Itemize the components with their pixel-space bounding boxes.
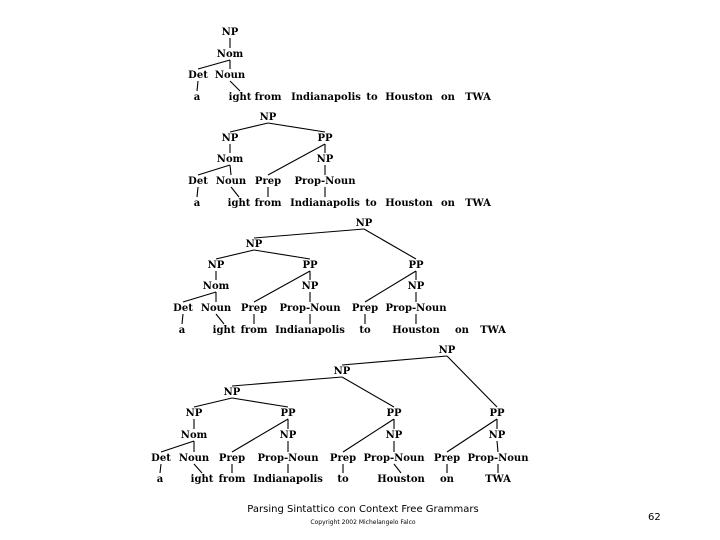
tree-edge: [161, 441, 194, 452]
tree-edge: [198, 60, 230, 69]
slide-footer-title: Parsing Sintattico con Context Free Grammars: [247, 504, 479, 515]
tree-edge: [232, 377, 342, 386]
tree-edge: [268, 123, 325, 132]
tree-edge: [198, 165, 230, 175]
node-np1: NP: [245, 239, 263, 250]
node-prep1: Prep: [218, 453, 246, 464]
node-nom: Nom: [216, 154, 244, 165]
tree-edge: [447, 356, 497, 407]
word-twa: TWA: [465, 92, 491, 103]
node-det: Det: [188, 70, 208, 81]
tree-edge: [194, 398, 232, 407]
node-pp1: PP: [280, 408, 296, 419]
tree-2: [188, 112, 491, 209]
word-hou: Houston: [377, 474, 425, 485]
tree-edge: [230, 81, 240, 91]
word-from: from: [218, 474, 246, 485]
node-propn: Prop-Noun: [294, 176, 356, 187]
word-to: to: [366, 92, 378, 103]
node-np0: NP: [355, 218, 373, 229]
word-ight: ight: [227, 198, 251, 209]
tree-3: [173, 218, 506, 336]
node-prep3: Prep: [433, 453, 461, 464]
node-noun: Noun: [200, 303, 232, 314]
node-pp2: PP: [386, 408, 402, 419]
word-ight: ight: [228, 92, 252, 103]
tree-4: [151, 345, 529, 485]
word-from: from: [254, 198, 282, 209]
node-pp2: PP: [408, 260, 424, 271]
node-np0: NP: [259, 112, 277, 123]
word-a: a: [193, 92, 201, 103]
node-np0: NP: [438, 345, 456, 356]
node-npc: NP: [488, 430, 506, 441]
node-nom: Nom: [216, 49, 244, 60]
node-prep2: Prep: [351, 303, 379, 314]
tree-edge: [232, 398, 288, 407]
node-prep: Prep: [254, 176, 282, 187]
word-indy: Indianapolis: [291, 92, 361, 103]
tree-edge: [497, 441, 498, 452]
node-np2: NP: [316, 154, 334, 165]
word-hou: Houston: [385, 92, 433, 103]
node-np1: NP: [333, 366, 351, 377]
node-prep1: Prep: [240, 303, 268, 314]
tree-edge: [197, 81, 198, 91]
word-a: a: [178, 325, 186, 336]
node-propn2: Prop-Noun: [363, 453, 425, 464]
tree-edge: [254, 229, 364, 238]
word-to: to: [359, 325, 371, 336]
word-indy: Indianapolis: [275, 325, 345, 336]
tree-edge: [230, 123, 268, 132]
node-np3: NP: [301, 281, 319, 292]
tree-edge: [160, 464, 161, 473]
word-on: on: [440, 474, 454, 485]
node-det: Det: [173, 303, 193, 314]
node-nom: Nom: [202, 281, 230, 292]
word-ight: ight: [212, 325, 236, 336]
node-npb: NP: [385, 430, 403, 441]
word-twa: TWA: [465, 198, 491, 209]
node-nom: Nom: [180, 430, 208, 441]
node-propn1: Prop-Noun: [257, 453, 319, 464]
word-to: to: [337, 474, 349, 485]
word-a: a: [193, 198, 201, 209]
node-noun: Noun: [214, 70, 246, 81]
tree-edge: [216, 314, 224, 324]
word-twa: TWA: [480, 325, 506, 336]
word-ight: ight: [190, 474, 214, 485]
node-pp1: PP: [317, 133, 333, 144]
word-from: from: [254, 92, 282, 103]
node-np2: NP: [223, 387, 241, 398]
node-prep2: Prep: [329, 453, 357, 464]
node-np4: NP: [407, 281, 425, 292]
node-propn2: Prop-Noun: [385, 303, 447, 314]
word-to: to: [365, 198, 377, 209]
word-hou: Houston: [385, 198, 433, 209]
word-on: on: [455, 325, 469, 336]
tree-edge: [342, 377, 394, 407]
tree-edge: [194, 464, 202, 473]
tree-edge: [182, 314, 183, 324]
word-on: on: [441, 92, 455, 103]
node-np1: NP: [221, 133, 239, 144]
node-pp1: PP: [302, 260, 318, 271]
tree-edge: [216, 250, 254, 259]
word-twa: TWA: [485, 474, 511, 485]
word-a: a: [156, 474, 164, 485]
node-npa: NP: [279, 430, 297, 441]
tree-edge: [183, 292, 216, 302]
node-det: Det: [188, 176, 208, 187]
node-propn1: Prop-Noun: [279, 303, 341, 314]
word-on: on: [441, 198, 455, 209]
tree-edge: [394, 464, 401, 473]
node-np3: NP: [185, 408, 203, 419]
word-hou: Houston: [392, 325, 440, 336]
page-number: 62: [648, 512, 661, 523]
slide-footer-copyright: Copyright 2002 Michelangelo Falco: [310, 519, 416, 526]
node-np: NP: [221, 27, 239, 38]
tree-edge: [364, 229, 416, 259]
word-indy: Indianapolis: [253, 474, 323, 485]
tree-edge: [254, 250, 310, 259]
node-propn3: Prop-Noun: [467, 453, 529, 464]
word-indy: Indianapolis: [290, 198, 360, 209]
node-pp3: PP: [489, 408, 505, 419]
word-from: from: [240, 325, 268, 336]
tree-edge: [230, 165, 231, 175]
node-noun: Noun: [215, 176, 247, 187]
tree-edge: [231, 187, 239, 197]
node-np2: NP: [207, 260, 225, 271]
node-det: Det: [151, 453, 171, 464]
tree-edge: [197, 187, 198, 197]
tree-1: [188, 27, 491, 103]
tree-edge: [342, 356, 447, 365]
node-noun: Noun: [178, 453, 210, 464]
